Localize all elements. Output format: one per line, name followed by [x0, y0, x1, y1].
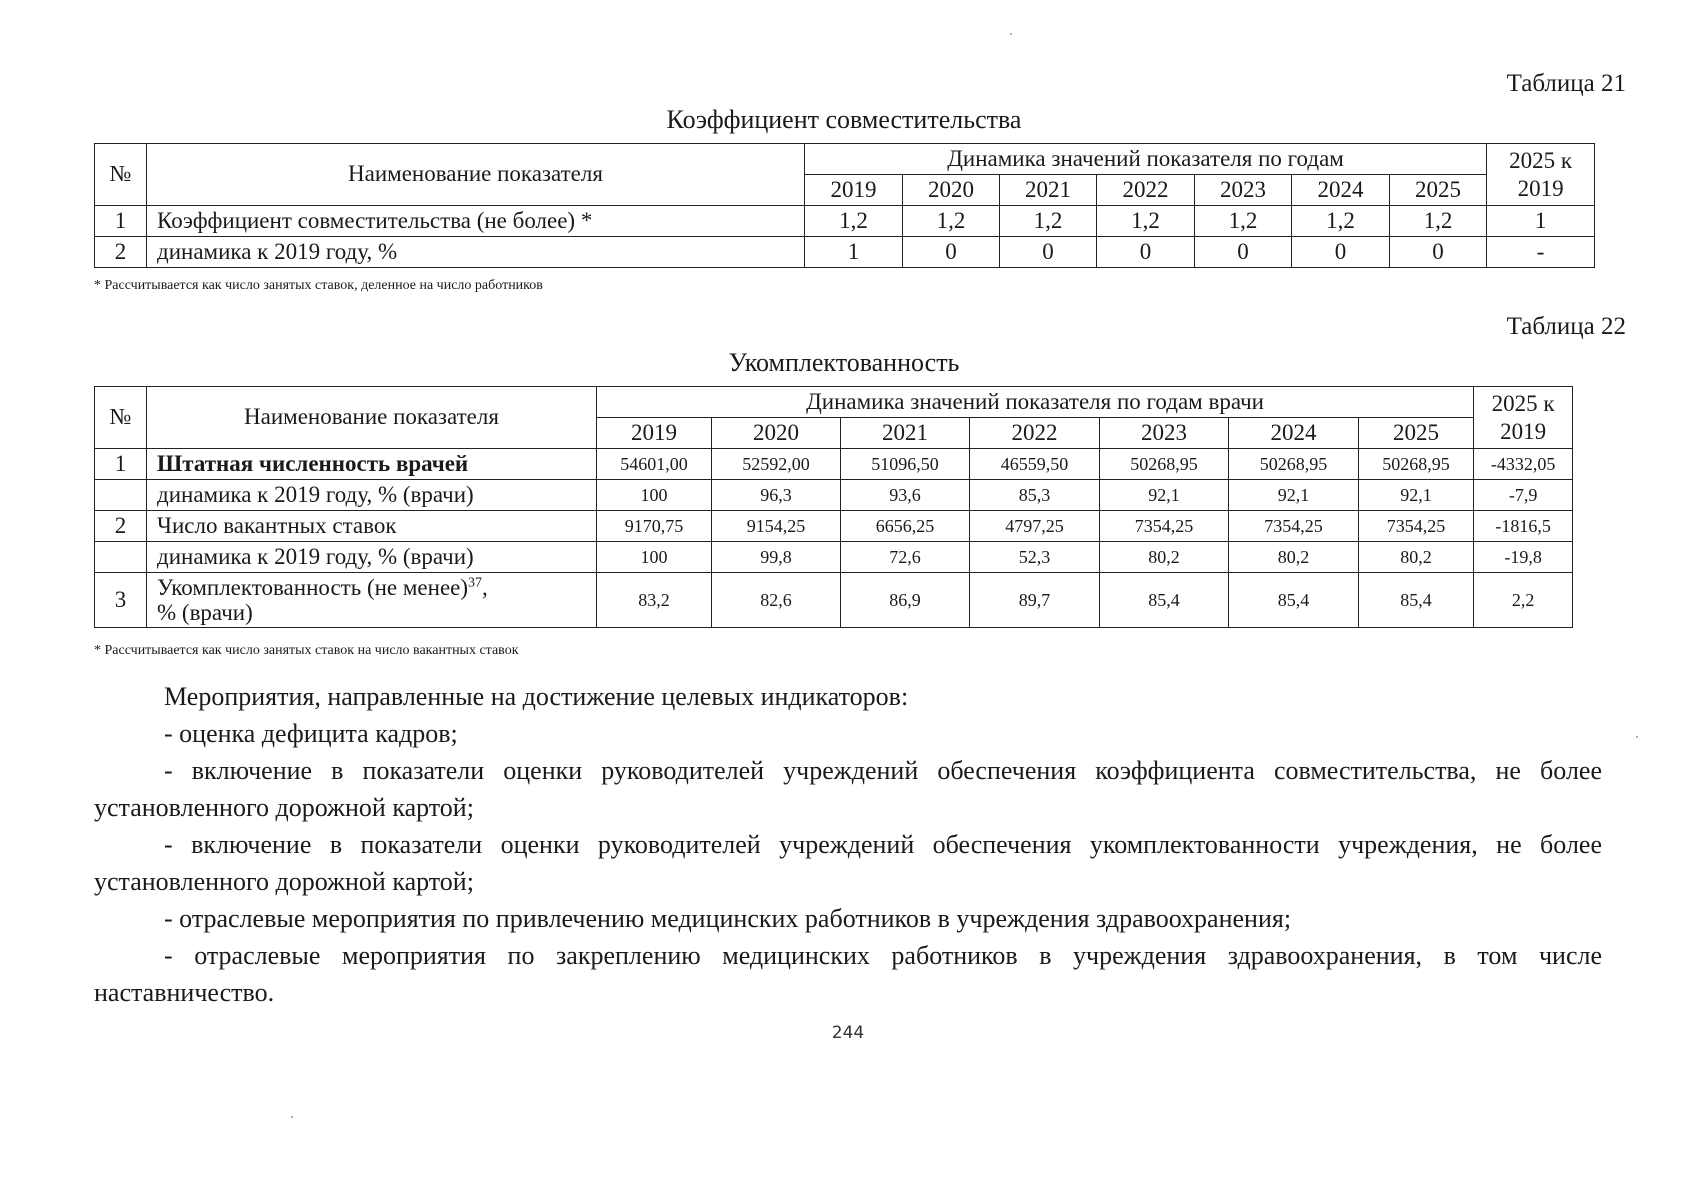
cell-value: 50268,95: [1100, 449, 1229, 480]
cell-last: -19,8: [1474, 542, 1573, 573]
cell-last: -1816,5: [1474, 511, 1573, 542]
table22-year: 2019: [597, 418, 712, 449]
table22-note: * Рассчитывается как число занятых ставок на число вакантных ставок: [94, 643, 519, 658]
cell-value: 83,2: [597, 573, 712, 628]
cell-last: 1: [1487, 206, 1595, 237]
cell-value: 86,9: [841, 573, 970, 628]
row-num: 2: [95, 237, 147, 268]
measures-item: - отраслевые мероприятия по привлечению медицинских работников в учреждения здравоохранения;: [164, 904, 1292, 933]
row-name: Число вакантных ставок: [147, 511, 597, 542]
row-num: [95, 542, 147, 573]
cell-value: 85,4: [1229, 573, 1359, 628]
table-row: [95, 449, 1573, 480]
cell-value: 1,2: [903, 206, 1000, 237]
table22: [94, 386, 1573, 628]
cell-value: 92,1: [1100, 480, 1229, 511]
cell-value: 1,2: [1390, 206, 1487, 237]
table21-year: 2023: [1195, 175, 1292, 206]
cell-value: 1: [805, 237, 903, 268]
table22-year: 2022: [970, 418, 1100, 449]
table22-label: Таблица 22: [1506, 313, 1626, 340]
measures-heading: Мероприятия, направленные на достижение целевых индикаторов:: [164, 682, 909, 711]
cell-value: 9154,25: [712, 511, 841, 542]
footnote-ref: 37: [468, 575, 483, 591]
cell-value: 0: [1292, 237, 1390, 268]
table21-year: 2021: [1000, 175, 1097, 206]
row-name: динамика к 2019 году, %: [147, 237, 805, 268]
cell-value: 7354,25: [1359, 511, 1474, 542]
cell-value: 1,2: [805, 206, 903, 237]
cell-value: 6656,25: [841, 511, 970, 542]
table22-year: 2024: [1229, 418, 1359, 449]
cell-value: 0: [1390, 237, 1487, 268]
cell-value: 1,2: [1000, 206, 1097, 237]
table22-year: 2025: [1359, 418, 1474, 449]
scan-speck: [1636, 736, 1638, 738]
table21: [94, 143, 1595, 268]
scan-speck: [1010, 33, 1012, 35]
cell-last: -: [1487, 237, 1595, 268]
table-row: [95, 480, 1573, 511]
cell-last: 2,2: [1474, 573, 1573, 628]
cell-value: 80,2: [1229, 542, 1359, 573]
table22-header-dynamics: Динамика значений показателя по годам врачи: [597, 387, 1474, 418]
cell-last: -7,9: [1474, 480, 1573, 511]
table-row: [95, 237, 1595, 268]
cell-value: 89,7: [970, 573, 1100, 628]
row-num: 2: [95, 511, 147, 542]
table21-title: Коэффициент совместительства: [666, 105, 1022, 134]
table21-label: Таблица 21: [1506, 70, 1626, 97]
table22-header-last: 2025 к 2019: [1474, 387, 1573, 449]
cell-value: 85,3: [970, 480, 1100, 511]
table21-year: 2022: [1097, 175, 1195, 206]
cell-value: 1,2: [1097, 206, 1195, 237]
measures-item: - включение в показатели оценки руководителей учреждений обеспечения коэффициента совместительства, не более установленного дорожной картой;: [94, 756, 1602, 822]
table22-title: Укомплектованность: [728, 348, 960, 377]
table22-header-name: Наименование показателя: [147, 387, 597, 449]
row-num: 1: [95, 449, 147, 480]
row-name-comma: ,: [482, 574, 488, 600]
cell-value: 82,6: [712, 573, 841, 628]
row-num: 1: [95, 206, 147, 237]
cell-value: 51096,50: [841, 449, 970, 480]
cell-value: 92,1: [1229, 480, 1359, 511]
cell-value: 7354,25: [1229, 511, 1359, 542]
cell-value: 93,6: [841, 480, 970, 511]
cell-value: 50268,95: [1359, 449, 1474, 480]
cell-value: 4797,25: [970, 511, 1100, 542]
cell-value: 96,3: [712, 480, 841, 511]
table21-header-dynamics: Динамика значений показателя по годам: [805, 144, 1487, 175]
row-name: динамика к 2019 году, % (врачи): [147, 480, 597, 511]
measures-section: [94, 678, 1602, 1011]
table-row: [95, 542, 1573, 573]
row-name-line2: % (врачи): [157, 600, 253, 625]
cell-value: 85,4: [1359, 573, 1474, 628]
table21-header-row: [95, 144, 1595, 175]
table-row: [95, 206, 1595, 237]
table21-header-last: 2025 к 2019: [1487, 144, 1595, 206]
cell-value: 99,8: [712, 542, 841, 573]
row-name: Штатная численность врачей: [147, 449, 597, 480]
table21-header-num: №: [95, 144, 147, 206]
table22-header-num: №: [95, 387, 147, 449]
row-num: [95, 480, 147, 511]
table21-year: 2020: [903, 175, 1000, 206]
cell-value: 80,2: [1359, 542, 1474, 573]
row-name: динамика к 2019 году, % (врачи): [147, 542, 597, 573]
cell-value: 100: [597, 542, 712, 573]
measures-item: - отраслевые мероприятия по закреплению медицинских работников в учреждения здравоохранения, в том числе наставничество.: [94, 941, 1602, 1007]
cell-value: 52,3: [970, 542, 1100, 573]
table22-year: 2020: [712, 418, 841, 449]
cell-value: 0: [1195, 237, 1292, 268]
row-name-text: Укомплектованность (не менее): [157, 574, 469, 600]
table-row: [95, 511, 1573, 542]
cell-value: 0: [1097, 237, 1195, 268]
cell-value: 46559,50: [970, 449, 1100, 480]
cell-value: 50268,95: [1229, 449, 1359, 480]
table21-year: 2019: [805, 175, 903, 206]
table21-year: 2025: [1390, 175, 1487, 206]
row-num: 3: [95, 573, 147, 628]
cell-value: 0: [903, 237, 1000, 268]
table-row: [95, 573, 1573, 628]
cell-value: 100: [597, 480, 712, 511]
row-name: [147, 573, 597, 628]
cell-value: 7354,25: [1100, 511, 1229, 542]
cell-value: 9170,75: [597, 511, 712, 542]
cell-value: 85,4: [1100, 573, 1229, 628]
row-name: Коэффициент совместительства (не более) *: [147, 206, 805, 237]
table21-note: * Рассчитывается как число занятых ставок, деленное на число работников: [94, 278, 543, 293]
page-number: 244: [831, 1023, 865, 1043]
measures-item: - оценка дефицита кадров;: [164, 719, 458, 748]
table22-year: 2023: [1100, 418, 1229, 449]
scan-speck: [291, 1116, 293, 1118]
cell-last: -4332,05: [1474, 449, 1573, 480]
measures-item: - включение в показатели оценки руководителей учреждений обеспечения укомплектованности учреждения, не более установленного дорожной картой;: [94, 830, 1602, 896]
cell-value: 72,6: [841, 542, 970, 573]
table21-header-name: Наименование показателя: [147, 144, 805, 206]
cell-value: 54601,00: [597, 449, 712, 480]
table22-header-row: [95, 387, 1573, 418]
cell-value: 92,1: [1359, 480, 1474, 511]
table21-year: 2024: [1292, 175, 1390, 206]
cell-value: 80,2: [1100, 542, 1229, 573]
cell-value: 1,2: [1195, 206, 1292, 237]
cell-value: 1,2: [1292, 206, 1390, 237]
cell-value: 0: [1000, 237, 1097, 268]
table22-year: 2021: [841, 418, 970, 449]
cell-value: 52592,00: [712, 449, 841, 480]
